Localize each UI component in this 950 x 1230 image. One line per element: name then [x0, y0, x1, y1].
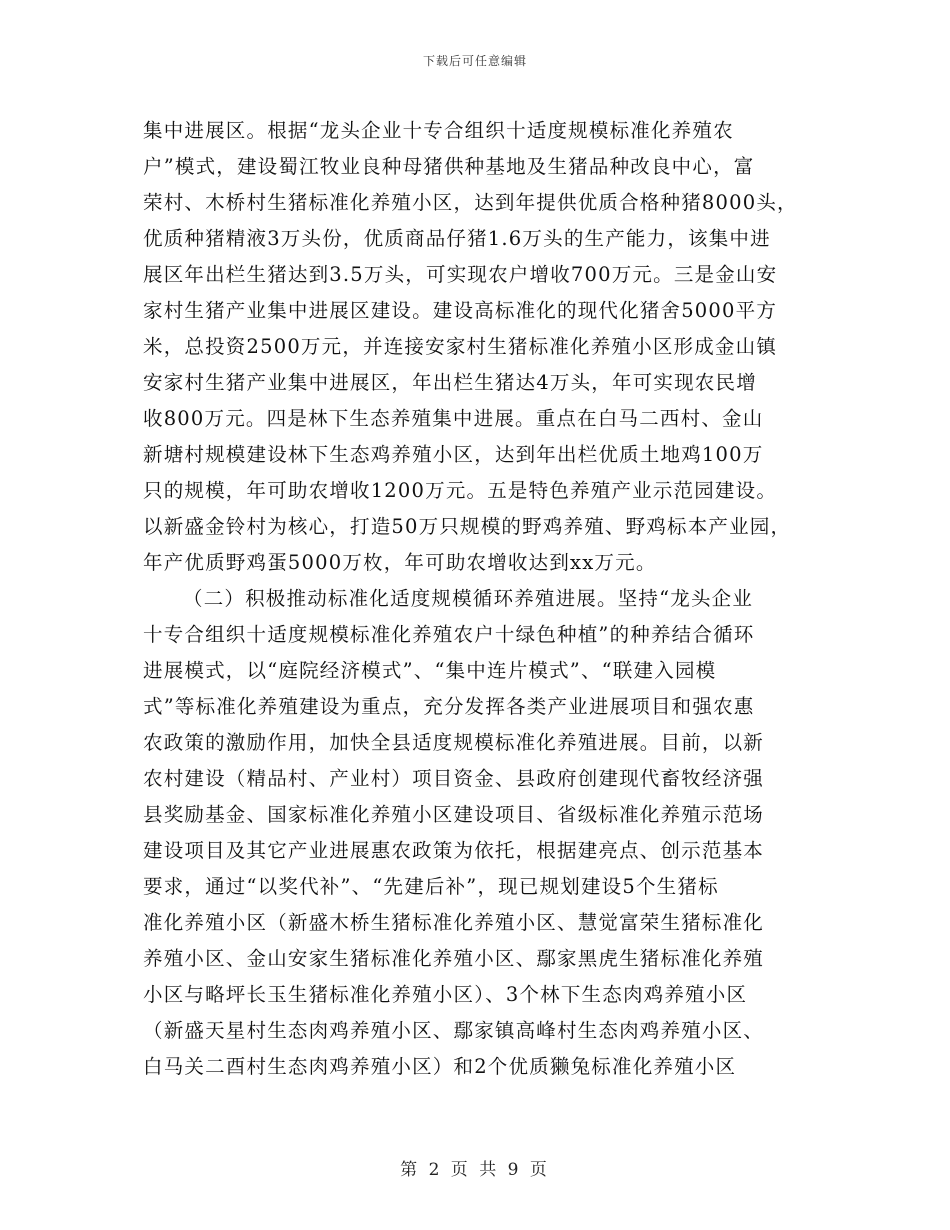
- text-line: 白马关二酉村生态肉鸡养殖小区）和2个优质獭兔标准化养殖小区: [143, 1055, 737, 1078]
- text-line: 建设项目及其它产业进展惠农政策为依托，根据建亮点、创示范基本: [143, 839, 765, 862]
- text-line: 户”模式，建设蜀江牧业良种母猪供种基地及生猪品种改良中心，富: [143, 155, 755, 178]
- text-line: 只的规模，年可助农增收1200万元。五是特色养殖产业示范园建设。: [143, 479, 778, 502]
- text-line: 要求，通过“以奖代补”、“先建后补”，现已规划建设5个生猪标: [143, 875, 719, 898]
- text-line: 安家村生猪产业集中进展区，年出栏生猪达4万头，年可实现农民增: [143, 371, 757, 394]
- text-line: 米，总投资2500万元，并连接安家村生猪标准化养殖小区形成金山镇: [143, 335, 778, 358]
- text-line: 收800万元。四是林下生态养殖集中进展。重点在白马二西村、金山: [143, 407, 764, 430]
- text-line: 年产优质野鸡蛋5000万枚，年可助农增收达到xx万元。: [143, 551, 657, 574]
- text-line: 新塘村规模建设林下生态鸡养殖小区，达到年出栏优质土地鸡100万: [143, 443, 764, 466]
- text-line: 式”等标准化养殖建设为重点，充分发挥各类产业进展项目和强农惠: [143, 695, 755, 718]
- text-line: （新盛天星村生态肉鸡养殖小区、鄢家镇高峰村生态肉鸡养殖小区、: [143, 1019, 765, 1042]
- document-body: [143, 113, 823, 1085]
- text-line: 县奖励基金、国家标准化养殖小区建设项目、省级标准化养殖示范场: [143, 803, 765, 826]
- text-line: 优质种猪精液3万头份，优质商品仔猪1.6万头的生产能力，该集中进: [143, 227, 771, 250]
- text-line: 十专合组织十适度规模标准化养殖农户十绿色种植”的种养结合循环: [143, 623, 755, 646]
- text-line: 养殖小区、金山安家生猪标准化养殖小区、鄢家黑虎生猪标准化养殖: [143, 947, 765, 970]
- text-line: 农村建设（精品村、产业村）项目资金、县政府创建现代畜牧经济强: [143, 767, 765, 790]
- text-line: 准化养殖小区（新盛木桥生猪标准化养殖小区、慧觉富荣生猪标准化: [143, 911, 765, 934]
- page-header: 下载后可任意编辑: [422, 54, 527, 68]
- text-line: 农政策的激励作用，加快全县适度规模标准化养殖进展。目前，以新: [143, 731, 765, 754]
- text-line: 荣村、木桥村生猪标准化养殖小区，达到年提供优质合格种猪8000头，: [143, 191, 798, 214]
- text-line: 集中进展区。根据“龙头企业十专合组织十适度规模标准化养殖农: [143, 119, 734, 142]
- text-line: 进展模式，以“庭院经济模式”、“集中连片模式”、“联建入园模: [143, 659, 717, 682]
- text-line: 展区年出栏生猪达到3.5万头，可实现农户增收700万元。三是金山安: [143, 263, 778, 286]
- page-number: 第 2 页 共 9 页: [400, 1160, 550, 1180]
- text-line: 以新盛金铃村为核心，打造50万只规模的野鸡养殖、野鸡标本产业园，: [143, 515, 792, 538]
- text-line: 家村生猪产业集中进展区建设。建设高标准化的现代化猪舍5000平方: [143, 299, 778, 322]
- text-line: 小区与略坪长玉生猪标准化养殖小区）、3个林下生态肉鸡养殖小区: [143, 983, 748, 1006]
- text-line: （二）积极推动标准化适度规模循环养殖进展。坚持“龙头企业: [183, 587, 754, 610]
